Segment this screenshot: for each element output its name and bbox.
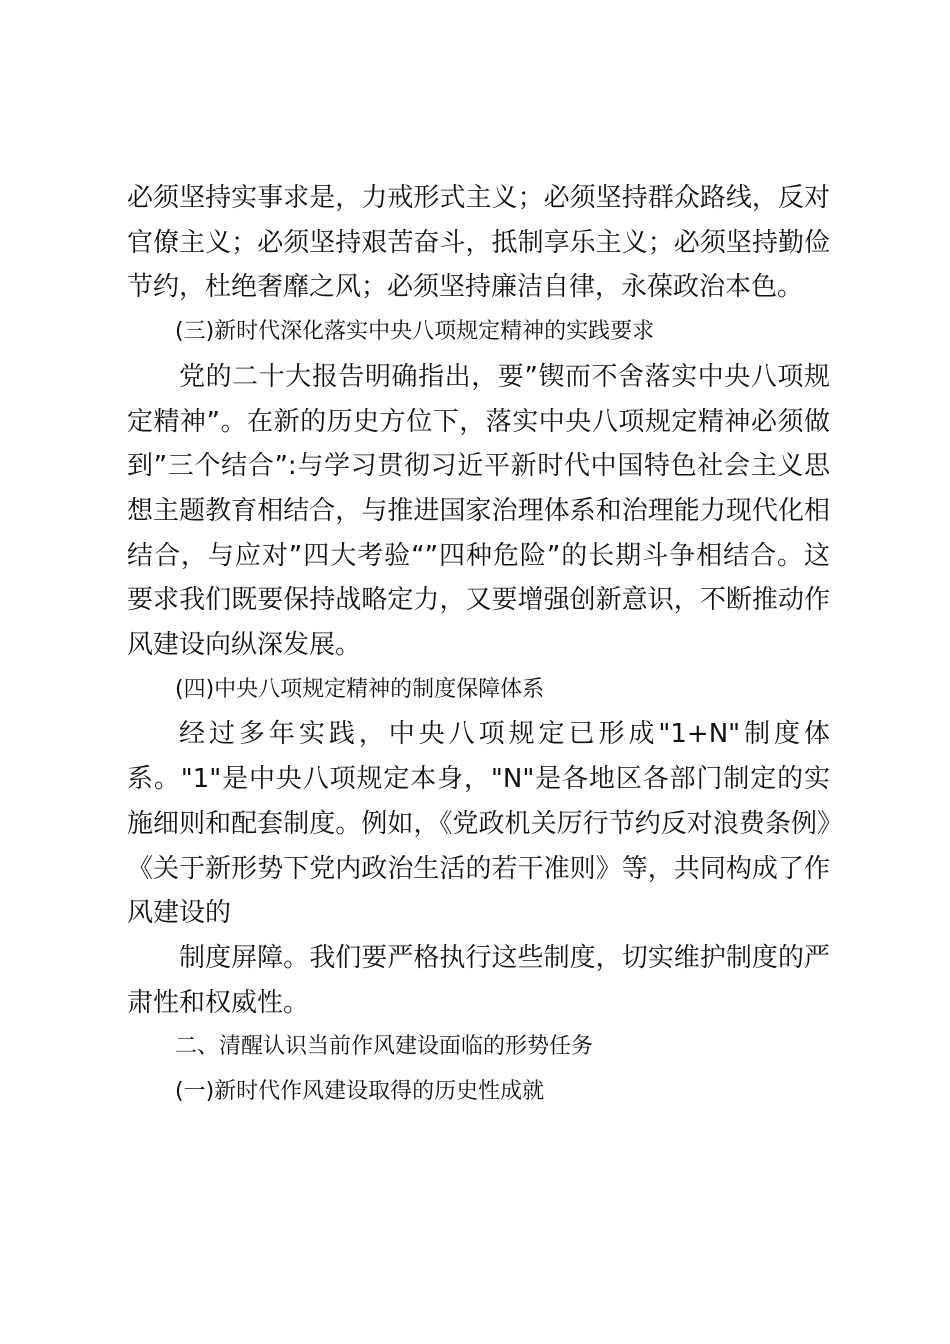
paragraph-twentieth-congress: 党的二十大报告明确指出，要”锲而不舍落实中央八项规定精神”。在新的历史方位下，落实中央八项规定精神必须做到”三个结合”:与学习贯彻习近平新时代中国特色社会主义思想主题教育相结合，与推进国家治理体系和治理能力现代化相结合，与应对”四大考验“”四种危险”的长期斗争相结合。这要求我们既要保持战略定力，又要增强创新意识，不断推动作风建设向纵深发展。 xyxy=(127,361,830,661)
section-heading-three: (三)新时代深化落实中央八项规定精神的实践要求 xyxy=(175,319,655,345)
chapter-heading-two: 二、清醒认识当前作风建设面临的形势任务 xyxy=(175,1034,594,1060)
paragraph-1-plus-n-system: 经过多年实践，中央八项规定已形成"1+N"制度体系。"1"是中央八项规定本身，"N"是各地区各部门制定的实施细则和配套制度。例如，《党政机关厉行节约反对浪费条例》《关于新形势下党内政治生活的若干准则》等，共同构成了作风建设的 xyxy=(127,719,830,929)
paragraph-principles: 必须坚持实事求是，力戒形式主义；必须坚持群众路线，反对官僚主义；必须坚持艰苦奋斗，抵制享乐主义；必须坚持勤俭节约，杜绝奢靡之风；必须坚持廉洁自律，永葆政治本色。 xyxy=(127,183,830,303)
section-heading-one: (一)新时代作风建设取得的历史性成就 xyxy=(175,1079,545,1105)
paragraph-institutional-barrier: 制度屏障。我们要严格执行这些制度，切实维护制度的严肃性和权威性。 xyxy=(127,942,830,1018)
document-body xyxy=(127,176,830,1115)
section-heading-four: (四)中央八项规定精神的制度保障体系 xyxy=(175,676,545,702)
